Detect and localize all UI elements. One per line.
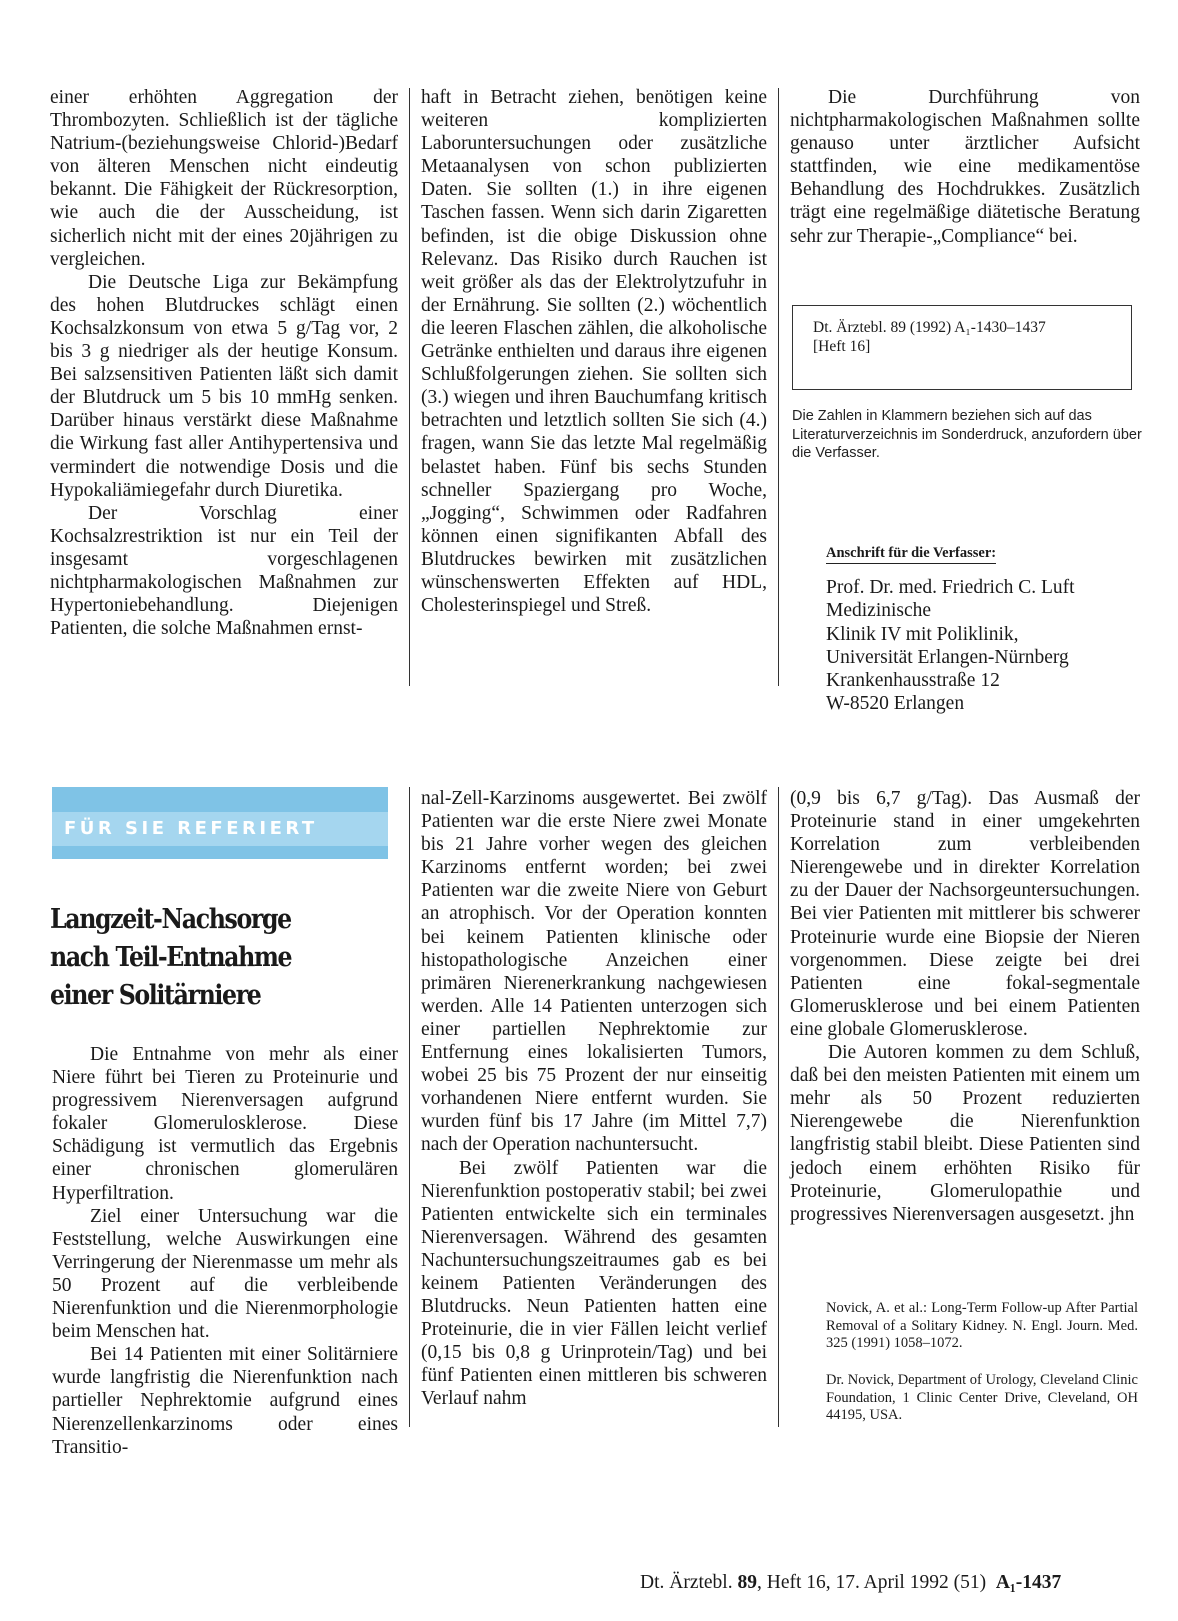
citation-line: Dt. Ärztebl. 89 (1992) A₁-1430–1437 [813, 319, 1046, 336]
top-column-1 [50, 86, 398, 640]
paragraph: Die Autoren kommen zu dem Schluß, daß bei den meisten Patienten mit einem um mehr als 50 Prozent reduzierten Nierengewebe die Nierenfunktion langfristig stabil bleibt. Diese Patienten sind jedoch einem erhöhten Risiko für Proteinurie, Glomerulopathie und progressives Nierenversagen ausgesetzt. jhn [790, 1042, 1140, 1225]
address-line: Medizinische [826, 600, 932, 622]
paragraph: nal-Zell-Karzinoms ausgewertet. Bei zwölf Patienten war die erste Niere zwei Monate bis 21 Jahre vorher wegen des gleichen Karzinoms entfernt worden; bei zwei Patienten war die zweite Niere von Geburt an atrophisch. Vor der Operation konnten bei keinem Patienten klinische oder histopathologische Anzeichen einer primären Nierenerkrankung nachgewiesen werden. Alle 14 Patienten unterzogen sich einer partiellen Nephrektomie zur Entfernung eines lokalisierten Tumors, wobei 25 bis 75 Prozent der nur einseitig vorhandenen Niere entfernt wurden. Sie wurden fünf bis 17 Jahre (im Mittel 7,7) nach der Operation nachuntersucht. [421, 788, 767, 1156]
author-address [826, 576, 1146, 716]
paragraph: Ziel einer Untersuchung war die Feststellung, welche Auswirkungen eine Verringerung der Nierenmasse um mehr als 50 Prozent auf die verbleibende Nierenfunktion und die Nierenmorphologie beim Menschen hat. [52, 1205, 398, 1343]
paragraph: Die Entnahme von mehr als einer Niere führt bei Tieren zu Proteinurie und progressivem Nierenversagen aufgrund fokaler Glomerulosklerose. Diese Schädigung ist vermutlich das Ergebnis einer chronischen glomerulären Hyperfiltration. [52, 1044, 398, 1204]
paragraph: haft in Betracht ziehen, benötigen keine weiteren komplizierten Laboruntersuchungen oder zusätzliche Metaanalysen von schon publizierten Daten. Sie sollten (1.) in ihre eigenen Taschen fassen. Wenn sich darin Zigaretten befinden, ist die obige Diskussion ohne Relevanz. Das Risiko durch Rauchen ist weit größer als das der Elektrolytzufuhr in der Ernährung. Sie sollten (2.) wöchentlich die leeren Flaschen zählen, die alkoholische Getränke enthielten und daraus ihre eigenen Schlußfolgerungen ziehen. Sie sollten sich (3.) wiegen und ihren Bauchumfang kritisch betrachten und letztlich sollten Sie sich (4.) fragen, wann Sie das letzte Mal regelmäßig belastet haben. Fünf bis sechs Stunden schneller Spaziergang pro Woche, „Jogging“, Schwimmen oder Radfahren können einen signifikanten Abfall des Blutdruckes bewirken mit zusätzlichen wünschenswerten Effekten auf HDL, Cholesterinspiegel und Streß. [421, 87, 767, 617]
headline-line: nach Teil-Entnahme [50, 941, 292, 973]
address-line: Klinik IV mit Poliklinik, [826, 623, 1019, 645]
column-divider [778, 787, 779, 1427]
paragraph: Die Durchführung von nichtpharmakologischen Maßnahmen sollte genauso unter ärztlicher Aufsicht stattfinden, wie eine medikamentöse Behandlung des Hochdrukkes. Zusätzlich trägt eine regelmäßige diätetische Beratung sehr zur Therapie-„Compliance“ bei. [790, 87, 1140, 247]
top-column-3 [790, 86, 1140, 248]
article-headline [50, 900, 334, 1014]
section-label: FÜR SIE REFERIERT [64, 818, 318, 839]
headline-line: Langzeit-Nachsorge [50, 903, 291, 935]
paragraph: Bei zwölf Patienten war die Nierenfunktion postoperativ stabil; bei zwei Patienten entwickelte sich ein terminales Nierenversagen. Während des gesamten Nachuntersuchungszeitraumes gab es bei keinem Patienten Veränderungen des Blutdrucks. Neun Patienten hatten eine Proteinurie, die in vier Fällen leicht verlief (0,15 bis 0,8 g Urinprotein/Tag) und bei fünf Patienten einen mittleren bis schweren Verlauf nahm [421, 1157, 767, 1410]
paragraph: einer erhöhten Aggregation der Thrombozyten. Schließlich ist der tägliche Natrium-(beziehungsweise Chlorid-)Bedarf von älteren Menschen nicht eindeutig bekannt. Die Fähigkeit der Rückresorption, wie auch die der Ausscheidung, ist sicherlich nicht mit der eines 20jährigen zu vergleichen. [50, 87, 398, 270]
address-heading: Anschrift für die Verfasser: [826, 545, 996, 564]
page-footer [640, 1572, 1061, 1594]
section-banner [52, 787, 388, 859]
article-column-3 [790, 787, 1140, 1226]
reference: Novick, A. et al.: Long-Term Follow-up After Partial Removal of a Solitary Kidney. N. Engl. Journ. Med. 325 (1991) 1058–1072. [826, 1300, 1138, 1351]
paragraph: (0,9 bis 6,7 g/Tag). Das Ausmaß der Proteinurie stand in einer umgekehrten Korrelation zum verbleibenden Nierengewebe und in direkter Korrelation zu der Dauer der Nachsorgeuntersuchungen. Bei vier Patienten mit mittlerer bis schwerer Proteinurie wurde eine Biopsie der Nieren vorgenommen. Diese zeigte bei drei Patienten eine fokal-segmentale Glomerusklerose und bei einem Patienten eine globale Glomerusklerose. [790, 788, 1140, 1040]
citation-issue: [Heft 16] [813, 338, 871, 355]
author-contact: Dr. Novick, Department of Urology, Cleveland Clinic Foundation, 1 Clinic Center Drive, Cleveland, OH 44195, USA. [826, 1372, 1138, 1423]
article-column-2 [421, 787, 767, 1411]
article-column-1 [52, 1043, 398, 1459]
top-column-2 [421, 86, 767, 617]
paragraph: Die Deutsche Liga zur Bekämpfung des hohen Blutdruckes schlägt einen Kochsalzkonsum von etwa 5 g/Tag vor, 2 bis 3 g niedriger als der heutige Konsum. Bei salzsensitiven Patienten läßt sich damit der Blutdruck um 5 bis 10 mmHg senken. Darüber hinaus verstärkt diese Maßnahme die Wirkung fast aller Antihypertensiva und vermindert die notwendige Dosis und die Hypokaliämiegefahr durch Diuretika. [50, 271, 398, 501]
footer-volume: 89 [737, 1572, 757, 1593]
footer-issue: , Heft 16, 17. April 1992 (51) [756, 1572, 987, 1593]
footer-journal: Dt. Ärztebl. [640, 1572, 738, 1593]
address-line: W-8520 Erlangen [826, 693, 965, 715]
column-divider [409, 787, 410, 1427]
address-line: Prof. Dr. med. Friedrich C. Luft [826, 577, 1075, 598]
paragraph: Der Vorschlag einer Kochsalzrestriktion ist nur ein Teil der insgesamt vorgeschlagenen nichtpharmakologischen Maßnahmen zur Hypertoniebehandlung. Diejenigen Patienten, die solche Maßnahmen ernst- [50, 502, 398, 640]
page-number: A₁-1437 [995, 1572, 1062, 1593]
citation-box [792, 305, 1132, 390]
literature-note: Die Zahlen in Klammern beziehen sich auf das Literaturverzeichnis im Sonderdruck, anzufordern über die Verfasser. [792, 408, 1142, 461]
column-divider [778, 88, 779, 686]
paragraph: Bei 14 Patienten mit einer Solitärniere wurde langfristig die Nierenfunktion nach partieller Nephrektomie aufgrund eines Nierenzellenkarzinoms oder eines Transitio- [52, 1344, 398, 1458]
address-line: Krankenhausstraße 12 [826, 670, 1000, 692]
address-line: Universität Erlangen-Nürnberg [826, 646, 1069, 668]
column-divider [409, 88, 410, 686]
headline-line: einer Solitärniere [50, 979, 261, 1011]
